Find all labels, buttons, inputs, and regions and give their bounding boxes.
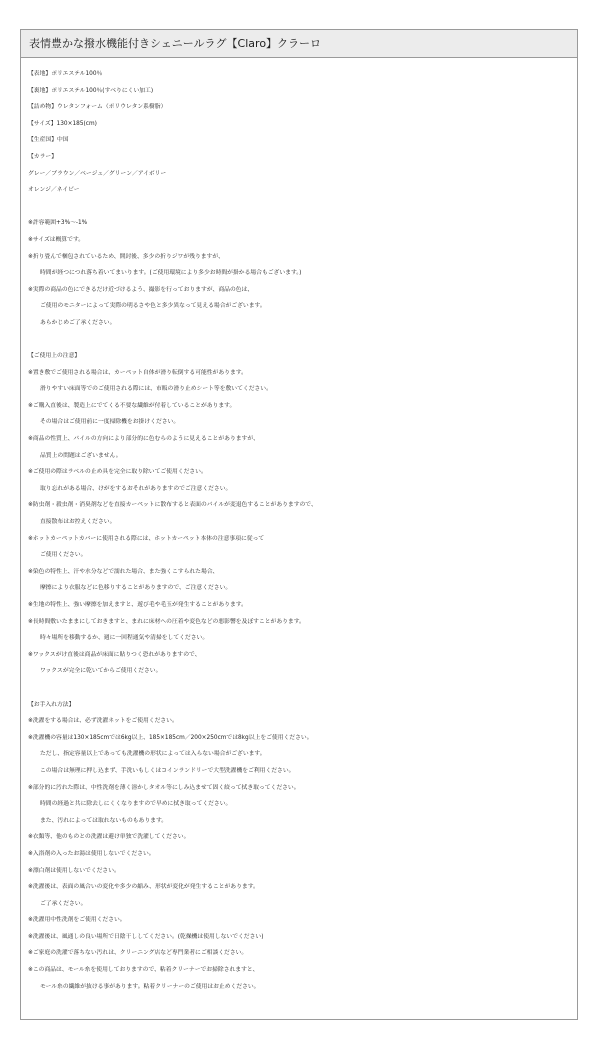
care-line: ※洗濯をする場合は、必ず洗濯ネットをご使用ください。 — [28, 718, 178, 725]
spec-line: オレンジ／ネイビー — [28, 187, 80, 194]
spec-line: 【表地】ポリエステル100％ — [28, 71, 103, 77]
usage-line: ※防虫剤・殺虫剤・消臭剤などを直接カーペットに散布すると表面のパイルが変退色することがありますので、 — [28, 502, 317, 509]
usage-line: ご使用ください。 — [40, 552, 87, 559]
notes-section — [28, 215, 577, 331]
care-line: モール糸の繊維が抜ける事があります。粘着クリーナーのご使用はお止めください。 — [40, 983, 260, 990]
care-line: ※入浴剤の入ったお湯は使用しないでください。 — [28, 850, 155, 857]
usage-line: 直接散布はお控えください。 — [40, 519, 116, 526]
note-line: ※許容範囲+3%～-1% — [28, 220, 88, 227]
usage-line: ※生地の特性上、強い摩擦を加えますと、遊び毛や毛玉が発生することがあります。 — [28, 602, 247, 608]
care-line: ※漂白剤は使用しないでください。 — [28, 867, 120, 874]
spec-line: グレー／ブラウン／ベージュ／グリーン／アイボリー — [28, 170, 167, 177]
note-line: あらかじめご了承ください。 — [40, 319, 116, 326]
usage-line: ※ご購入直後は、製造上にでてくる不要な繊維が付着していることがあります。 — [28, 402, 236, 409]
care-line: 時間の経過と共に除去しにくくなりますので早めに拭き取ってください。 — [40, 801, 232, 808]
usage-line: 滑りやすい床面等でのご使用される際には、市販の滑り止めシート等を敷いてください。 — [40, 386, 272, 393]
spec-line: 【裏地】ポリエステル100％(すべりにくい加工) — [28, 87, 154, 94]
product-title: 表情豊かな撥水機能付きシェニールラグ【Claro】クラーロ — [21, 30, 577, 58]
usage-section — [28, 348, 577, 680]
care-line: ※部分的に汚れた際は、中性洗剤を薄く溶かしタオル等にしみ込ませて固く絞って拭き取ってください。 — [28, 784, 300, 791]
spec-line: 【サイズ】130×185(cm) — [28, 120, 97, 127]
care-line: ※衣類等、他のものとの洗濯は避け単独で洗濯してください。 — [28, 834, 190, 841]
care-line: ※この商品は、モール糸を使用しておりますので、粘着クリーナーでお掃除されますと、 — [28, 967, 259, 974]
care-line: ただし、指定容量以上であっても洗濯機の形状によっては入らない場合がございます。 — [40, 751, 266, 758]
usage-line: ※ホットカーペットカバーに使用される際には、ホットカーペット本体の注意事項に従って — [28, 535, 265, 542]
care-line: ※洗濯後は、風通しの良い場所で日陰干ししてください。(乾燥機は使用しないでください) — [28, 933, 264, 940]
product-info-panel — [20, 29, 578, 1020]
care-line: この場合は無理に押し込まず、手洗いもしくはコインランドリーで大型洗濯機をご利用ください。 — [40, 767, 295, 774]
spacer — [28, 680, 577, 697]
care-line: ※ご家庭の洗濯で落ちない汚れは、クリーニング店など専門業者にご相談ください。 — [28, 950, 248, 957]
usage-line: ※長時間敷いたままにしておきますと、まれに床材への圧着や変色などの悪影響を及ぼすことがあります。 — [28, 618, 305, 625]
care-line: また、汚れによっては取れないものもあります。 — [40, 817, 168, 824]
usage-line: ※ご使用の際はラベルの止め具を完全に取り除いてご使用ください。 — [28, 469, 207, 476]
spacer — [28, 199, 577, 216]
spec-section — [28, 66, 577, 199]
usage-line: ※ワックスがけ直後は商品が床面に貼りつく恐れがありますので、 — [28, 651, 201, 658]
care-heading: 【お手入れ方法】 — [28, 701, 75, 708]
note-line: ※サイズは概算です。 — [28, 236, 85, 243]
care-section — [28, 697, 577, 996]
usage-line: ※染色の特性上、汗や水分などで濡れた場合、また強くこすられた場合、 — [28, 568, 219, 575]
usage-line: その場合はご使用前に一度掃除機をお掛けください。 — [40, 419, 180, 426]
spec-line: 【生産国】中国 — [28, 137, 69, 144]
spacer — [28, 332, 577, 349]
usage-heading: 【ご使用上の注意】 — [28, 353, 81, 360]
usage-line: 摩擦により衣服などに色移りすることがありますので、ご注意ください。 — [40, 585, 232, 592]
usage-line: ワックスが完全に乾いてからご使用ください。 — [40, 668, 162, 675]
usage-line: 時々場所を移動するか、週に一回程通気や清掃をしてください。 — [40, 635, 209, 642]
note-line: ※実際の商品の色にできるだけ近づけるよう、撮影を行っておりますが、商品の色は、 — [28, 286, 254, 293]
spec-line: 【カラー】 — [28, 153, 57, 160]
note-line: ※折り畳んで梱包されているため、開封後、多少の折りジワが残りますが、 — [28, 253, 224, 260]
note-line: 時間が経つにつれ落ち着いてまいります。(ご使用環境により多少お時間が掛かる場合もございます。) — [40, 270, 302, 277]
note-line: ご使用のモニターによって実際の明るさや色と多少異なって見える場合がございます。 — [40, 303, 266, 310]
usage-line: ※置き敷でご使用される場合は、カーペット自体が滑り転倒する可能性があります。 — [28, 369, 247, 376]
usage-line: 取り忘れがある場合、けがをするおそれがありますのでご注意ください。 — [40, 485, 232, 492]
usage-line: 品質上の問題はございません。 — [40, 452, 122, 459]
care-line: ご了承ください。 — [40, 900, 87, 907]
usage-line: ※商品の性質上、パイルの方向により部分的に色むらのように見えることがありますが、 — [28, 436, 259, 443]
product-details — [21, 58, 577, 995]
care-line: ※洗濯後は、表面の風合いの変化や多少の縮み、形状が変化が発生することがあります。 — [28, 884, 259, 891]
care-line: ※洗濯機の容量は130×185cmでは6kg以上、185×185cm／200×250cmでは8kg以上をご使用ください。 — [28, 734, 313, 741]
care-line: ※洗濯用中性洗剤をご使用ください。 — [28, 917, 126, 924]
spec-line: 【詰め物】ウレタンフォーム（ポリウレタン系樹脂） — [28, 104, 167, 111]
